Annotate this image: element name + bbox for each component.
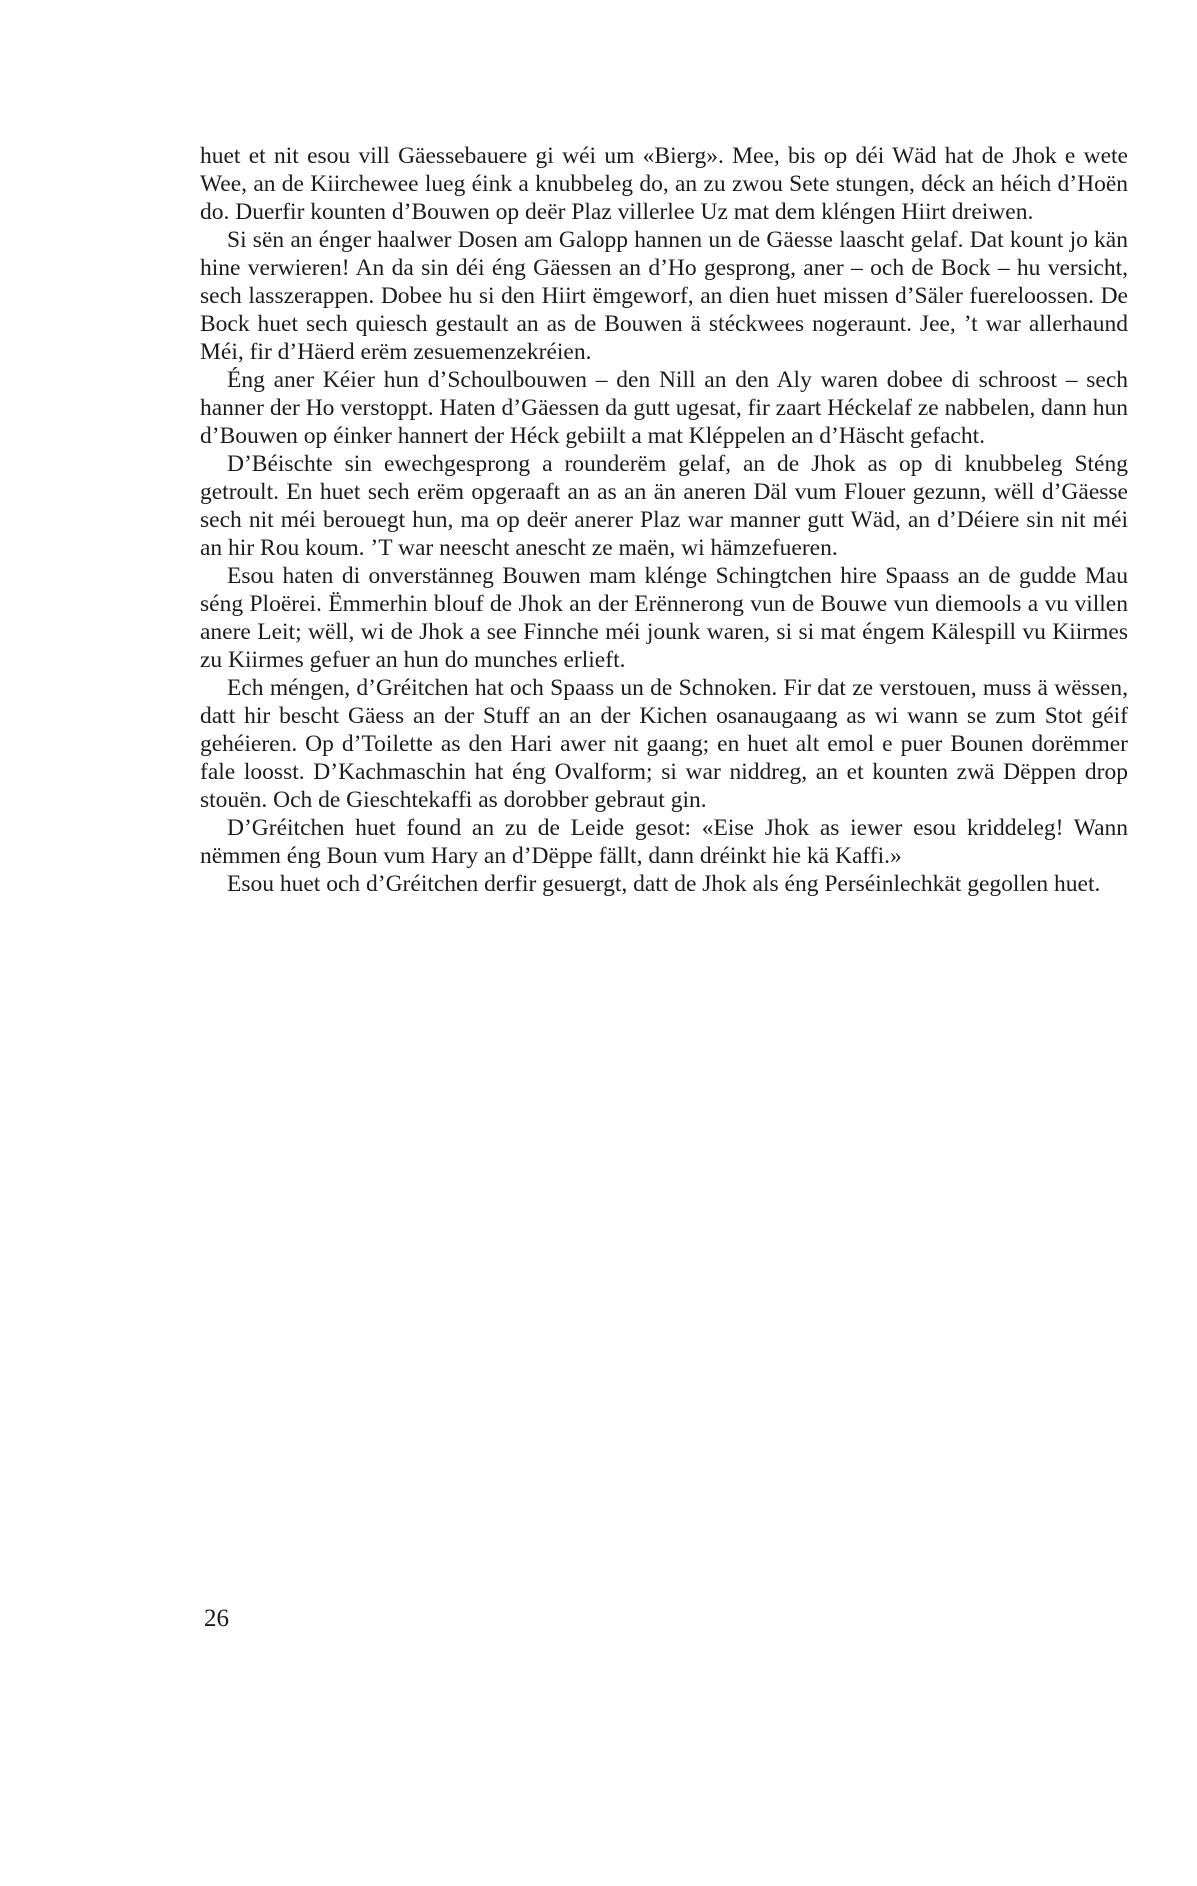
paragraph: Esou huet och d’Gréitchen derfir gesuergt, datt de Jhok als éng Perséinlechkät gegollen huet. — [227, 871, 1101, 897]
paragraph: Esou haten di onverstänneg Bouwen mam kléngе Schingtchen hire Spaass an de gudde Mau séng Ploërei. Ëmmerhin blouf de Jhok an der Erënnerong vun de Bouwe vun diemools a vu villen anere Leit; wëll, wi de Jhok a see Finnche méi jounk waren, si si mat éngem Kälespill vu Kiirmes zu Kiirmes gefuer an hun do munches erlieft. — [200, 563, 1128, 673]
paragraph: D’Gréitchen huet found an zu de Leide gesot: «Eise Jhok as iewer esou kriddeleg! Wann nëmmen éng Boun vum Hary an d’Dëppe fällt, dann dréinkt hie kä Kaffi.» — [200, 815, 1128, 869]
body-text — [200, 142, 1128, 898]
page-number: 26 — [204, 1605, 229, 1632]
paragraph: huet et nit esou vill Gäessebauere gi wéi um «Bierg». Mee, bis op déi Wäd hat de Jhok e wete Wee, an de Kiirchewee lueg éink a knubbeleg do, an zu zwou Sete stungen, déck an héich d’Hoën do. Duerfir kounten d’Bouwen op deër Plaz villerlee Uz mat dem kléngen Hiirt dreiwen. — [200, 143, 1128, 225]
paragraph: Si sën an énger haalwer Dosen am Galopp hannen un de Gäesse laascht gelaf. Dat kount jo kän hine verwieren! An da sin déi éng Gäessen an d’Ho gesprong, aner – och de Bock – hu versicht, sech lasszerappen. Dobee hu si den Hiirt ëmgeworf, an dien huet missen d’Säler fuereloossen. De Bock huet sech quiesch gestault an as de Bouwen ä stéckwees nogeraunt. Jee, ’t war allerhaund Méi, fir d’Häerd erëm zesuemenzekréien. — [200, 227, 1128, 365]
paragraph: Ech méngen, d’Gréitchen hat och Spaass un de Schnoken. Fir dat ze verstouen, muss ä wëssen, datt hir bescht Gäess an der Stuff an an der Kichen osanaugaang as wi wann se zum Stot géif gehéieren. Op d’Toilette as den Hari awer nit gaang; en huet alt emol e puer Bounen dorëmmer fale loosst. D’Kachmaschin hat éng Ovalform; si war niddreg, an et kounten zwä Dëppen drop stouën. Och de Gieschtekaffi as dorobber gebraut gin. — [200, 675, 1128, 813]
paragraph: D’Béischte sin ewechgesprong a rounderëm gelaf, an de Jhok as op di knubbeleg Sténg getroult. En huet sech erëm opgeraaft an as an än aneren Däl vum Flouer gezunn, wëll d’Gäesse sech nit méi berouegt hun, ma op deër anerer Plaz war manner gutt Wäd, an d’Déiere sin nit méi an hir Rou koum. ’T war neescht anescht ze maën, wi hämzefueren. — [200, 451, 1128, 561]
paragraph: Éng aner Kéier hun d’Schoulbouwen – den Nill an den Aly waren dobee di schroost – sech hanner der Ho verstoppt. Haten d’Gäessen da gutt ugesat, fir zaart Héckelaf ze nabbelen, dann hun d’Bouwen op éinker hannert der Héck gebiilt a mat Kléppelen an d’Häscht gefacht. — [200, 367, 1128, 449]
